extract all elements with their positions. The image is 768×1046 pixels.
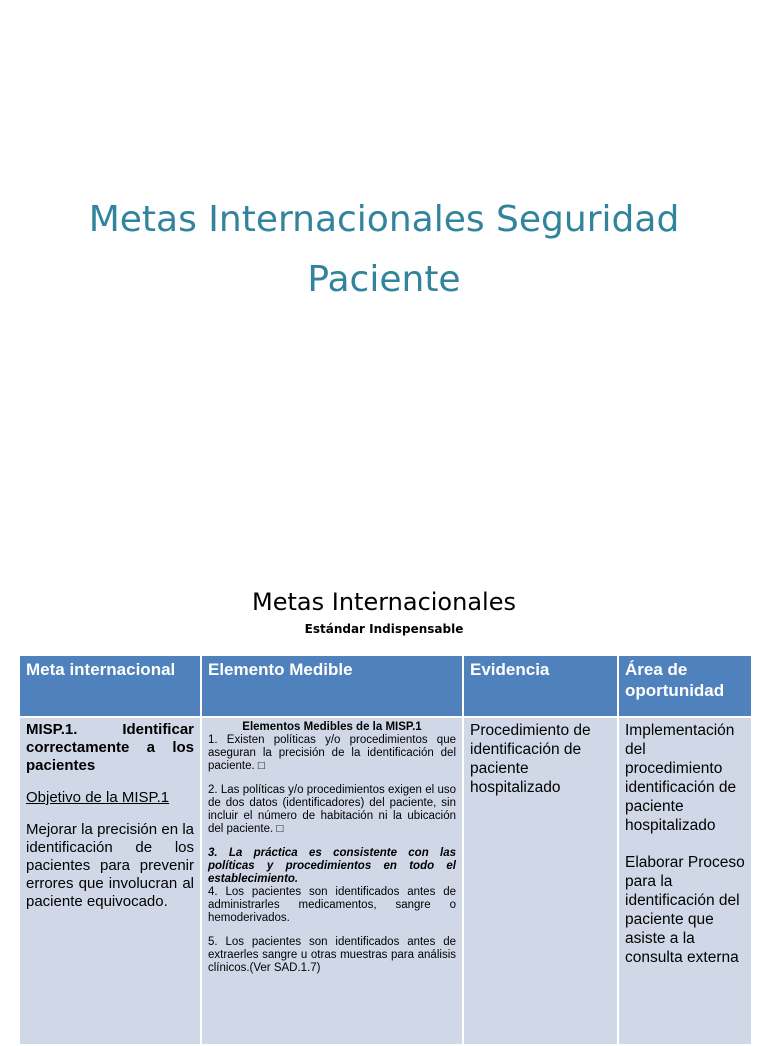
cell-meta xyxy=(19,717,201,1045)
table-row xyxy=(19,717,752,1045)
meta-goal: MISP.1. Identificar correctamente a los pacientes xyxy=(26,721,194,774)
meta-description: Mejorar la precisión en la identificación de los pacientes para prevenir errores que involucran al paciente equivocado. xyxy=(26,821,194,910)
document-subtitle: Estándar Indispensable xyxy=(304,622,464,636)
cell-area xyxy=(618,717,752,1045)
elements-header: Elementos Medibles de la MISP.1 xyxy=(242,721,422,733)
opportunity-2: Elaborar Proceso para la identificación del paciente que asiste a la consulta externa xyxy=(625,854,745,966)
evidence-text: Procedimiento de identificación de paciente hospitalizado xyxy=(470,722,591,796)
document-title: Metas Internacionales xyxy=(252,588,516,616)
metas-table xyxy=(18,654,753,1046)
opportunity-1: Implementación del procedimiento identificación de paciente hospitalizado xyxy=(625,722,737,834)
element-5: 5. Los pacientes son identificados antes de extraerles sangre u otras muestras para análisis clínicos.(Ver SAD.1.7) xyxy=(208,936,456,974)
cell-evidencia xyxy=(463,717,618,1045)
element-4: 4. Los pacientes son identificados antes de administrarles medicamentos, sangre o hemoderivados. xyxy=(208,886,456,924)
element-3: 3. La práctica es consistente con las políticas y procedimientos en todo el establecimiento. xyxy=(208,847,456,885)
header-evidencia: Evidencia xyxy=(463,655,618,717)
slide-title: Metas Internacionales Seguridad Paciente xyxy=(88,199,680,300)
cell-elementos xyxy=(201,717,463,1045)
element-2: 2. Las políticas y/o procedimientos exigen el uso de dos datos (identificadores) del paciente, sin incluir el número de habitación ni la ubicación del paciente. □ xyxy=(208,784,456,835)
meta-objective: Objetivo de la MISP.1 xyxy=(26,789,170,806)
element-1: 1. Existen políticas y/o procedimientos que aseguran la precisión de la identificación del paciente. □ xyxy=(208,734,456,772)
table-header-row xyxy=(19,655,752,717)
header-meta: Meta internacional xyxy=(19,655,201,717)
header-area: Área de oportunidad xyxy=(618,655,752,717)
header-elemento: Elemento Medible xyxy=(201,655,463,717)
